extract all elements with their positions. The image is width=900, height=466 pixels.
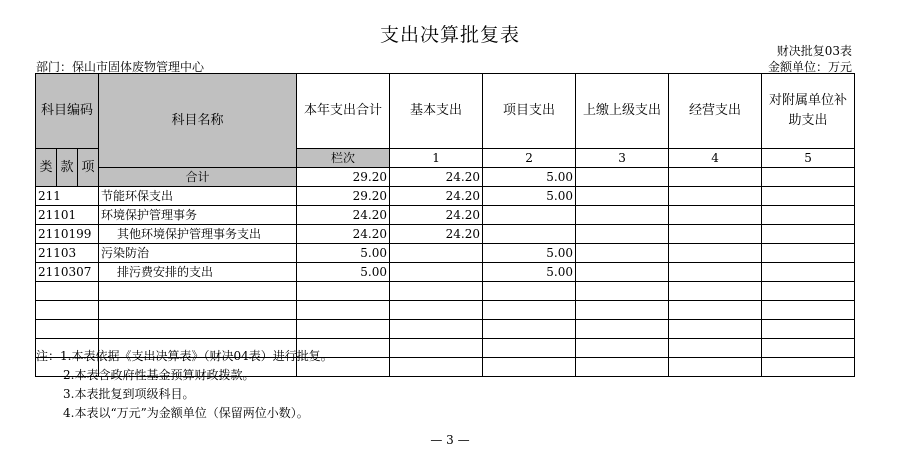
subject-code: 2110307 [36,263,99,282]
empty-row [36,301,855,320]
form-code: 财决批复03表 [776,44,852,58]
header-project: 项目支出 [483,74,576,149]
header-business: 经营支出 [669,74,762,149]
total-row [36,168,855,187]
empty-row [36,320,855,339]
total-label: 合计 [99,168,297,187]
header-xiang: 项 [78,149,99,187]
subject-name: 污染防治 [99,244,297,263]
header-subsidy: 对附属单位补助支出 [762,74,855,149]
table-row [36,244,855,263]
subject-code: 21103 [36,244,99,263]
page-number: — 3 — [430,433,470,447]
total-cell: 24.20 [297,206,390,225]
header-total: 本年支出合计 [297,74,390,149]
project-cell: 5.00 [483,244,576,263]
expenditure-table [35,73,855,377]
project-cell: 5.00 [483,263,576,282]
column-order-label: 栏次 [297,149,390,168]
empty-row [36,282,855,301]
basic-cell [390,263,483,282]
table-row [36,206,855,225]
subject-name: 环境保护管理事务 [99,206,297,225]
project-cell: 5.00 [483,187,576,206]
project-cell [483,225,576,244]
project-cell [483,206,576,225]
column-number: 5 [762,149,855,168]
project-cell: 5.00 [483,168,576,187]
table-row [36,263,855,282]
basic-cell: 24.20 [390,206,483,225]
subject-name: 其他环境保护管理事务支出 [99,225,297,244]
department-label: 部门：保山市固体废物管理中心 [36,60,205,74]
subject-code: 2110199 [36,225,99,244]
subject-name: 节能环保支出 [99,187,297,206]
column-number: 2 [483,149,576,168]
total-cell: 5.00 [297,263,390,282]
total-cell: 24.20 [297,225,390,244]
header-basic: 基本支出 [390,74,483,149]
table-row [36,187,855,206]
note-line: 2.本表含政府性基金预算财政拨款。 [63,368,255,382]
header-kuan: 款 [57,149,78,187]
table-row [36,225,855,244]
header-subject-code: 科目编码 [36,74,99,149]
total-cell: 29.20 [297,187,390,206]
total-cell: 5.00 [297,244,390,263]
note-line: 4.本表以“万元”为金额单位（保留两位小数）。 [63,406,309,420]
basic-cell: 24.20 [390,225,483,244]
subject-name: 排污费安排的支出 [99,263,297,282]
amount-unit: 金额单位：万元 [767,60,852,74]
basic-cell: 24.20 [390,187,483,206]
subject-code: 21101 [36,206,99,225]
header-subject-name: 科目名称 [99,74,297,168]
note-line: 注：1.本表依据《支出决算表》（财决04表）进行批复。 [36,349,333,363]
total-cell: 29.20 [297,168,390,187]
header-row [36,74,855,149]
notes [36,347,333,423]
column-number: 4 [669,149,762,168]
column-number: 1 [390,149,483,168]
basic-cell [390,244,483,263]
note-line: 3.本表批复到项级科目。 [63,387,195,401]
subject-code: 211 [36,187,99,206]
column-number: 3 [576,149,669,168]
header-lei: 类 [36,149,57,187]
header-upper: 上缴上级支出 [576,74,669,149]
basic-cell: 24.20 [390,168,483,187]
page-title: 支出决算批复表 [379,24,520,46]
